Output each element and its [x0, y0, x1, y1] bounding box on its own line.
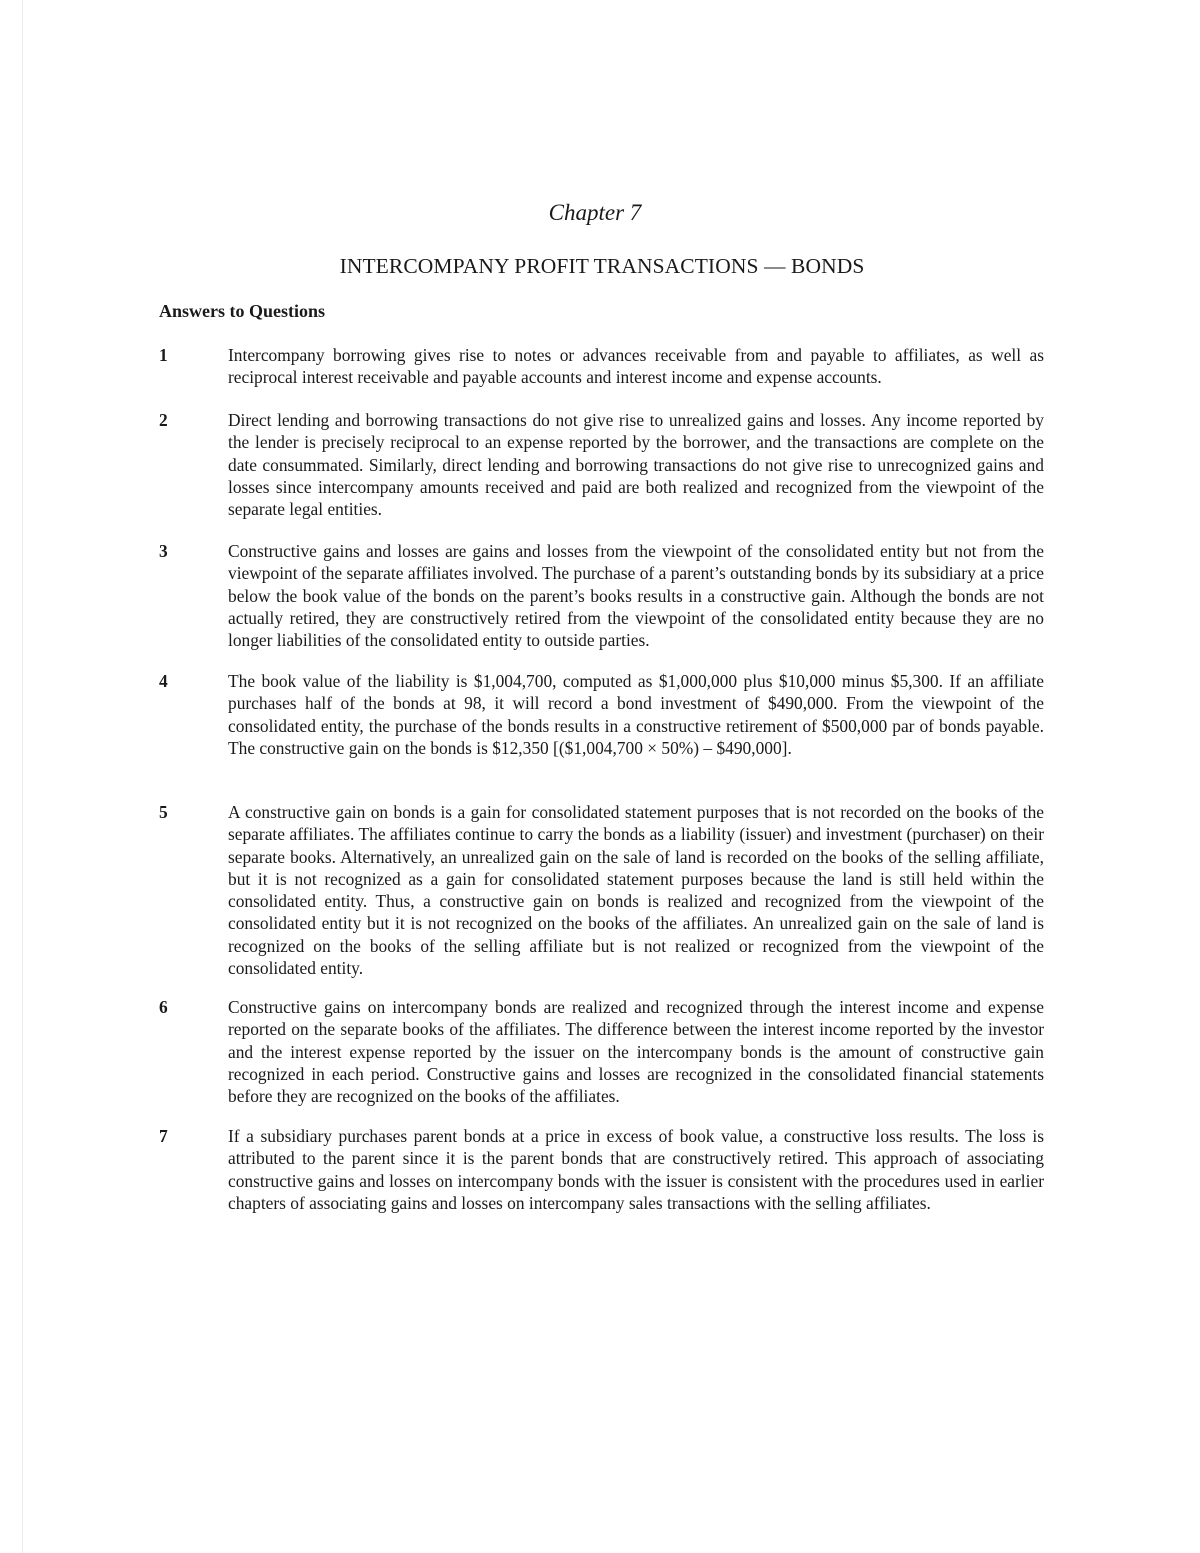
answer-text: If a subsidiary purchases parent bonds at a price in excess of book value, a constructive loss results. The loss is attributed to the parent since it is the parent bonds that are constructively retired. This approach of associating constructive gains and losses on intercompany bonds with the issuer is consistent with the procedures used in earlier chapters of associating gains and losses on intercompany sales transactions with the selling affiliates. [228, 1126, 1044, 1213]
answer-text: Constructive gains and losses are gains and losses from the viewpoint of the consolidated entity but not from the viewpoint of the separate affiliates involved. The purchase of a parent’s outstanding bonds by its subsidiary at a price below the book value of the bonds on the parent’s books results in a constructive gain. Although the bonds are not actually retired, they are constructively retired from the viewpoint of the consolidated entity because they are no longer liabilities of the consolidated entity to outside parties. [228, 541, 1044, 651]
answer-number: 5 [159, 802, 168, 822]
answer-text: Constructive gains on intercompany bonds are realized and recognized through the interest income and expense reported on the separate books of the affiliates. The difference between the interest income reported by the investor and the interest expense reported by the issuer on the intercompany bonds is the amount of constructive gain recognized in each period. Constructive gains and losses are recognized in the consolidated financial statements before they are recognized on the books of the affiliates. [228, 997, 1044, 1107]
answer-item [159, 670, 1044, 759]
answer-number: 1 [159, 345, 168, 365]
answer-item [159, 801, 1044, 979]
answer-number: 6 [159, 997, 168, 1017]
answer-number: 2 [159, 410, 168, 430]
answer-item [159, 1125, 1044, 1214]
answer-item [159, 344, 1044, 389]
page-title: INTERCOMPANY PROFIT TRANSACTIONS — BONDS [339, 254, 865, 278]
answer-text: A constructive gain on bonds is a gain for consolidated statement purposes that is not recorded on the books of the separate affiliates. The affiliates continue to carry the bonds as a liability (issuer) and investment (purchaser) on their separate books. Alternatively, an unrealized gain on the sale of land is recorded on the books of the selling affiliate, but it is not recognized as a gain for consolidated statement purposes because the land is still held within the consolidated entity. Thus, a constructive gain on bonds is realized and recognized from the viewpoint of the consolidated entity but it is not recognized on the books of the affiliates. An unrealized gain on the sale of land is recognized on the books of the selling affiliate but is not realized or recognized from the viewpoint of the consolidated entity. [228, 802, 1044, 979]
scan-edge-line [22, 0, 23, 1553]
answer-number: 4 [159, 671, 168, 691]
answer-number: 3 [159, 541, 168, 561]
answer-item [159, 409, 1044, 520]
section-heading: Answers to Questions [159, 301, 326, 321]
answer-text: The book value of the liability is $1,004,700, computed as $1,000,000 plus $10,000 minus $5,300. If an affiliate purchases half of the bonds at 98, it will record a bond investment of $490,000. From the viewpoint of the consolidated entity, the purchase of the bonds results in a constructive retirement of $500,000 par of bonds payable. The constructive gain on the bonds is $12,350 [($1,004,700 × 50%) – $490,000]. [228, 671, 1044, 758]
answer-item [159, 540, 1044, 651]
answer-text: Intercompany borrowing gives rise to notes or advances receivable from and payable to affiliates, as well as reciprocal interest receivable and payable accounts and interest income and expense accounts. [228, 345, 1044, 388]
answer-number: 7 [159, 1126, 168, 1146]
answer-text: Direct lending and borrowing transactions do not give rise to unrealized gains and losses. Any income reported by the lender is precisely reciprocal to an expense reported by the borrower, and the transactions are complete on the date consummated. Similarly, direct lending and borrowing transactions do not give rise to unrecognized gains and losses since intercompany amounts received and paid are both realized and recognized from the viewpoint of the separate legal entities. [228, 410, 1044, 520]
chapter-label: Chapter 7 [548, 200, 642, 225]
answer-item [159, 996, 1044, 1107]
